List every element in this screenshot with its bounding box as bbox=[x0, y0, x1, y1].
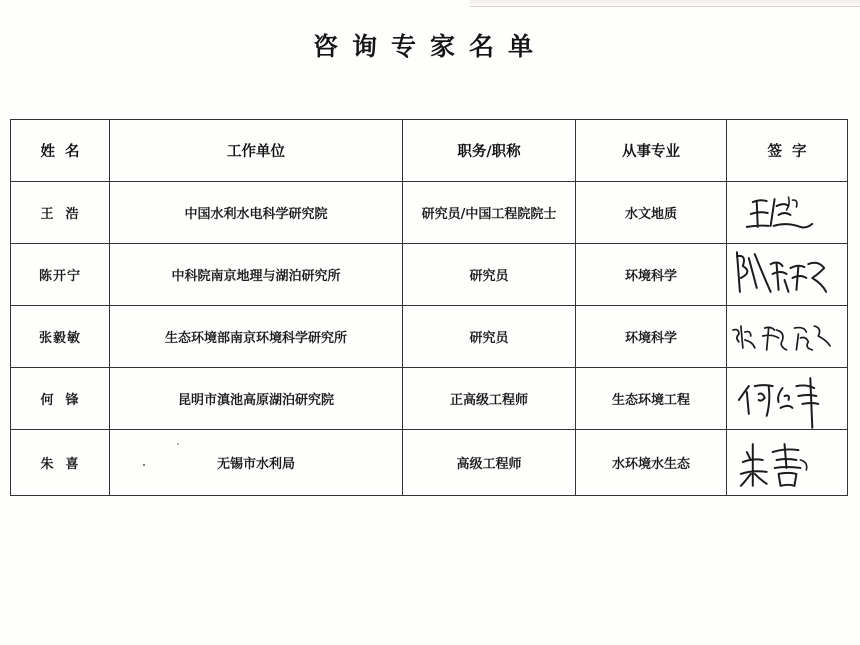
signature-cell bbox=[727, 244, 848, 306]
expert-specialty: 环境科学 bbox=[576, 244, 727, 306]
expert-name: 何 锋 bbox=[11, 368, 110, 430]
expert-specialty: 环境科学 bbox=[576, 306, 727, 368]
expert-name: 朱 喜 bbox=[11, 430, 110, 496]
expert-specialty: 水文地质 bbox=[576, 182, 727, 244]
expert-workplace: 昆明市滇池高原湖泊研究院 bbox=[110, 368, 403, 430]
expert-name: 陈开宁 bbox=[11, 244, 110, 306]
header-specialty: 从事专业 bbox=[576, 120, 727, 182]
signature-cell bbox=[727, 182, 848, 244]
expert-position: 正高级工程师 bbox=[403, 368, 576, 430]
table-row bbox=[11, 368, 848, 430]
expert-name: 王 浩 bbox=[11, 182, 110, 244]
table-row bbox=[11, 430, 848, 496]
expert-name: 张毅敏 bbox=[11, 306, 110, 368]
expert-specialty: 生态环境工程 bbox=[576, 368, 727, 430]
handwritten-signature bbox=[727, 244, 847, 305]
header-position: 职务/职称 bbox=[403, 120, 576, 182]
table-row bbox=[11, 182, 848, 244]
handwritten-signature bbox=[727, 306, 847, 367]
expert-specialty: 水环境水生态 bbox=[576, 430, 727, 496]
header-workplace: 工作单位 bbox=[110, 120, 403, 182]
handwritten-signature bbox=[727, 182, 847, 243]
expert-position: 研究员/中国工程院院士 bbox=[403, 182, 576, 244]
expert-workplace: 中国水利水电科学研究院 bbox=[110, 182, 403, 244]
table-row bbox=[11, 306, 848, 368]
expert-position: 研究员 bbox=[403, 244, 576, 306]
header-signature: 签 字 bbox=[727, 120, 848, 182]
table-header-row bbox=[11, 120, 848, 182]
header-name: 姓 名 bbox=[11, 120, 110, 182]
scan-speck bbox=[177, 443, 179, 445]
scan-speck bbox=[143, 464, 145, 466]
expert-roster-table bbox=[10, 119, 848, 496]
signature-cell bbox=[727, 430, 848, 496]
expert-workplace: 中科院南京地理与湖泊研究所 bbox=[110, 244, 403, 306]
expert-workplace: 无锡市水利局 bbox=[110, 430, 403, 496]
table-row bbox=[11, 244, 848, 306]
expert-workplace: 生态环境部南京环境科学研究所 bbox=[110, 306, 403, 368]
expert-position: 研究员 bbox=[403, 306, 576, 368]
signature-cell bbox=[727, 368, 848, 430]
page-edge-shadow bbox=[470, 0, 860, 7]
document-title: 咨询专家名单 bbox=[312, 32, 547, 61]
handwritten-signature bbox=[727, 368, 847, 429]
expert-position: 高级工程师 bbox=[403, 430, 576, 496]
signature-cell bbox=[727, 306, 848, 368]
handwritten-signature bbox=[727, 430, 847, 495]
